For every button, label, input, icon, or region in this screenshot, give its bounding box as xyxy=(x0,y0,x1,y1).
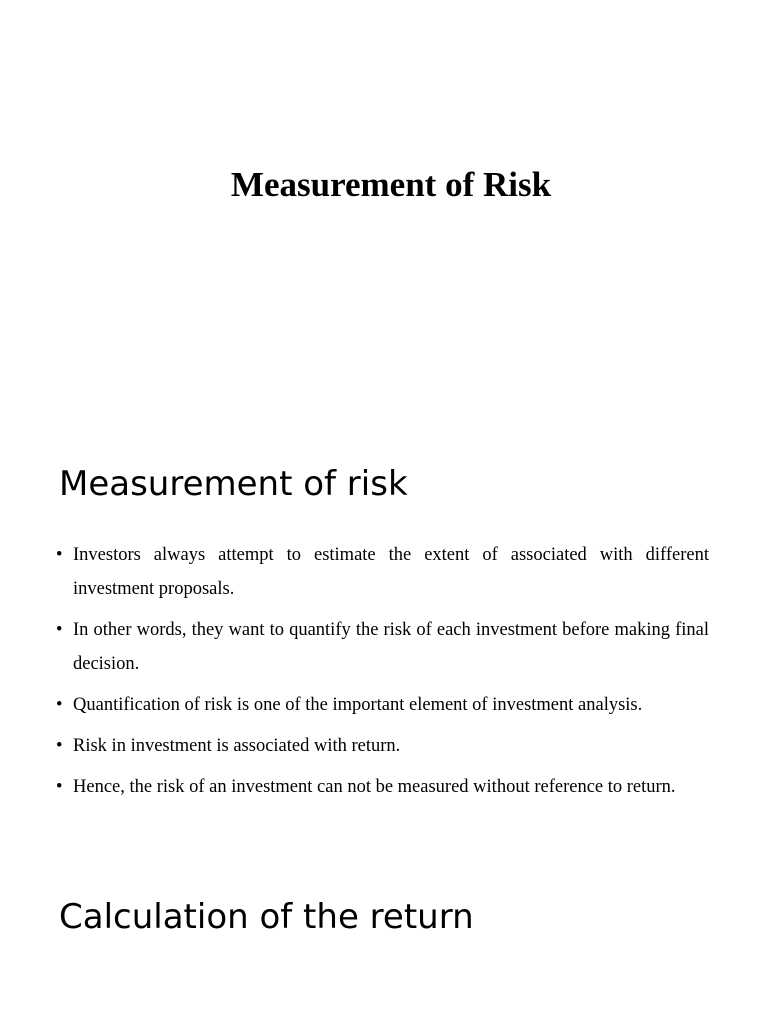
section-heading-measurement: Measurement of risk xyxy=(59,464,408,504)
list-item-text: Hence, the risk of an investment can not be measured without reference to return. xyxy=(73,777,676,797)
list-item xyxy=(56,770,709,804)
section-heading-calculation: Calculation of the return xyxy=(59,897,474,937)
bullet-icon: • xyxy=(56,777,63,797)
bullet-icon: • xyxy=(56,620,63,640)
list-item-text: In other words, they want to quantify the risk of each investment before making final decision. xyxy=(73,620,709,674)
bullet-icon: • xyxy=(56,736,63,756)
list-item xyxy=(56,688,709,722)
list-item-text: Quantification of risk is one of the important element of investment analysis. xyxy=(73,695,643,715)
slide-title: Measurement of Risk xyxy=(230,165,552,204)
bullet-list xyxy=(56,538,709,811)
list-item-text: Investors always attempt to estimate the extent of associated with different investment proposals. xyxy=(73,545,709,599)
list-item xyxy=(56,613,709,681)
list-item xyxy=(56,729,709,763)
list-item-text: Risk in investment is associated with return. xyxy=(73,736,401,756)
bullet-icon: • xyxy=(56,545,63,565)
bullet-icon: • xyxy=(56,695,63,715)
list-item xyxy=(56,538,709,606)
